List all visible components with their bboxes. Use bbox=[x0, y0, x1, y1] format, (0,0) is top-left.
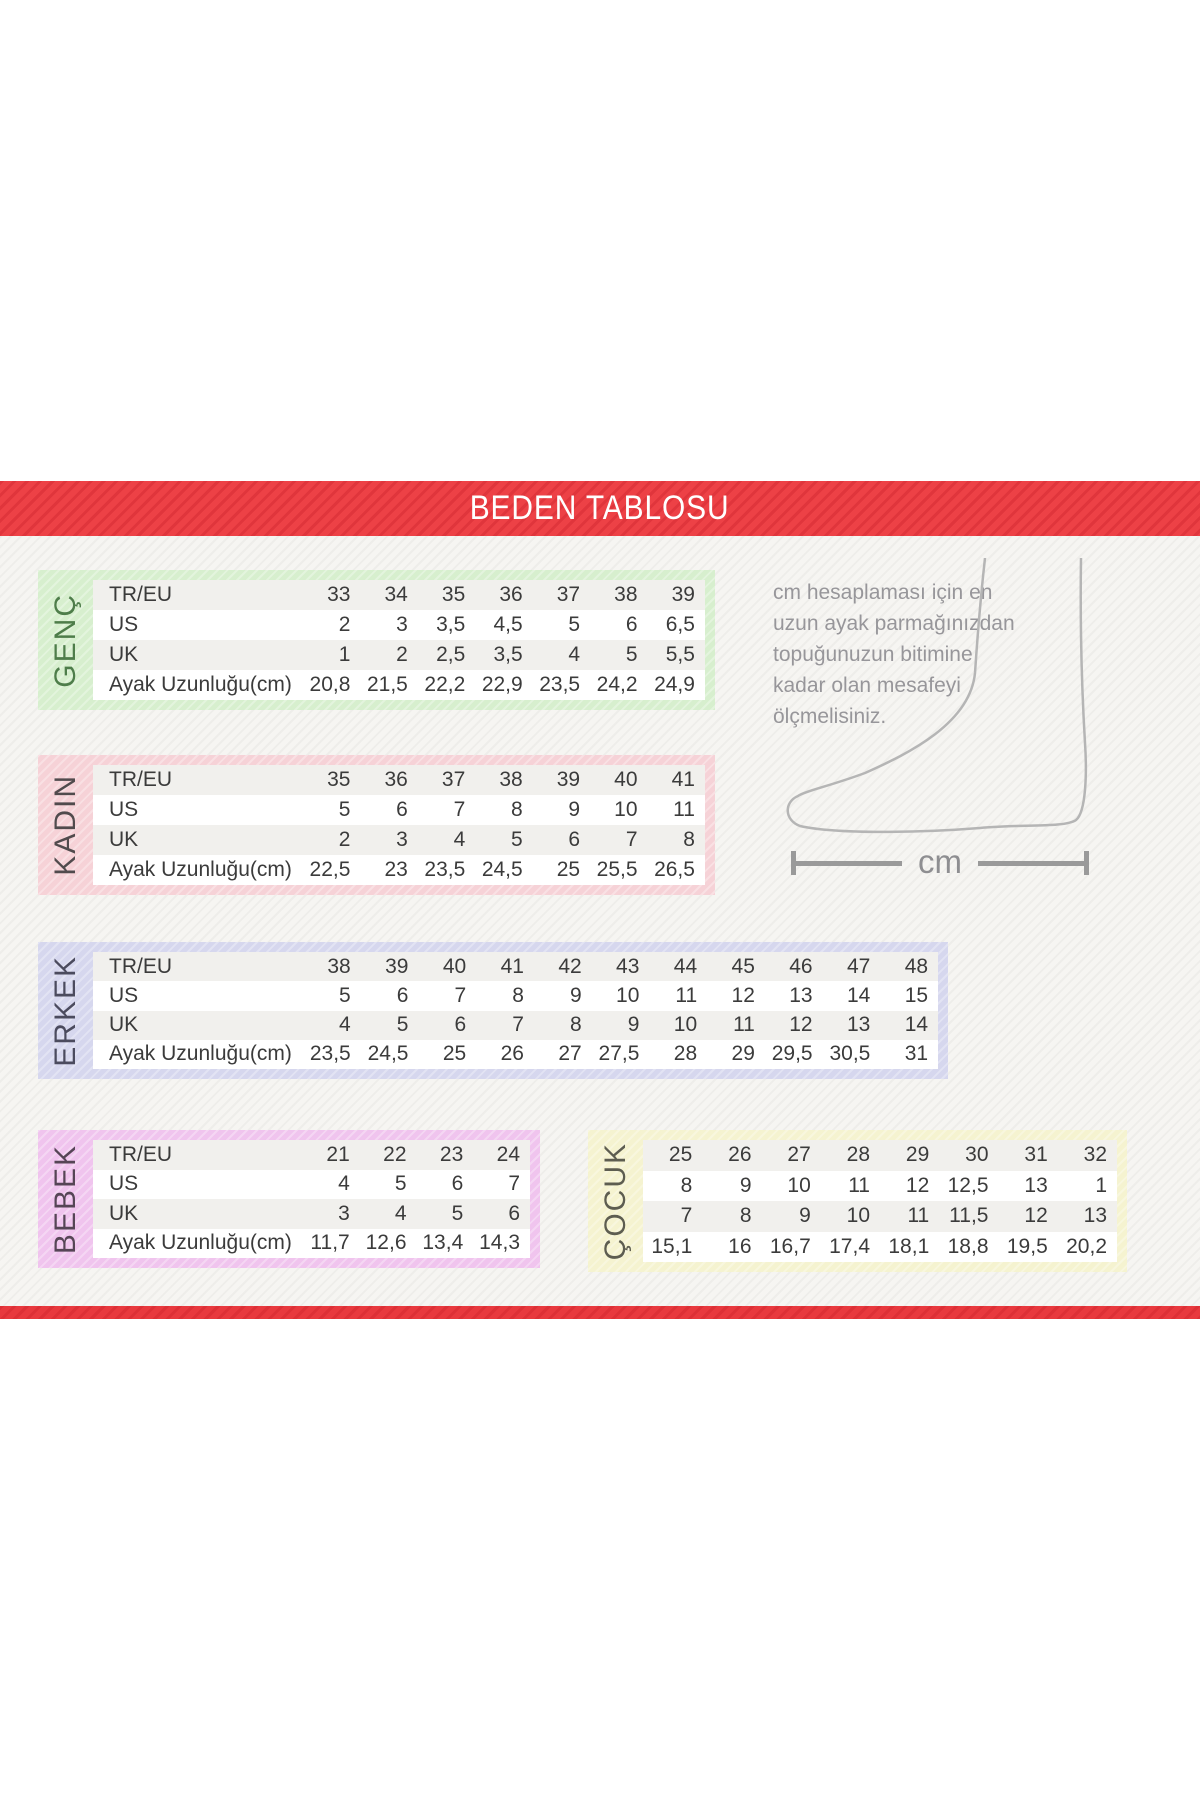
size-value: 9 bbox=[739, 1173, 752, 1197]
size-value: 12 bbox=[789, 1013, 813, 1037]
size-value: 23,5 bbox=[424, 858, 466, 881]
size-value: 23 bbox=[439, 1142, 464, 1166]
size-value: 6 bbox=[396, 983, 409, 1007]
size-value: 25 bbox=[556, 858, 581, 881]
size-value: 22,2 bbox=[424, 673, 466, 696]
size-value: 29 bbox=[731, 1042, 755, 1066]
size-value: 23 bbox=[384, 858, 408, 881]
size-value: 22 bbox=[383, 1142, 407, 1166]
row-label: Ayak Uzunluğu(cm) bbox=[109, 1231, 292, 1255]
size-value: 4 bbox=[453, 828, 466, 851]
size-value: 25,5 bbox=[596, 858, 638, 881]
size-value: 12 bbox=[1024, 1204, 1048, 1228]
size-value: 5 bbox=[339, 983, 351, 1007]
size-value: 20,8 bbox=[309, 673, 351, 696]
category-label-kadin bbox=[38, 765, 93, 885]
size-value: 4 bbox=[568, 643, 581, 666]
size-value: 16 bbox=[728, 1234, 752, 1258]
instruction-line: topuğunuzun bitimine bbox=[773, 643, 973, 666]
size-value: 36 bbox=[499, 583, 523, 606]
size-value: 30,5 bbox=[829, 1042, 871, 1066]
size-value: 8 bbox=[512, 983, 524, 1007]
size-value: 10 bbox=[846, 1204, 870, 1228]
row-label: US bbox=[109, 613, 139, 636]
size-value: 8 bbox=[569, 1013, 582, 1037]
table-row bbox=[93, 825, 705, 855]
size-value: 24,5 bbox=[367, 1042, 409, 1066]
size-value: 25 bbox=[668, 1143, 693, 1167]
size-value: 10 bbox=[614, 798, 638, 821]
size-value: 26 bbox=[500, 1042, 524, 1066]
size-value: 13 bbox=[1024, 1173, 1048, 1197]
category-label-cocuk bbox=[588, 1140, 643, 1262]
size-value: 11 bbox=[733, 1013, 755, 1037]
size-table-cocuk bbox=[588, 1130, 1127, 1272]
table-row bbox=[93, 855, 705, 885]
size-value: 3 bbox=[396, 613, 408, 636]
size-value: 5 bbox=[338, 798, 351, 821]
size-table-genc bbox=[38, 570, 715, 710]
size-value: 19,5 bbox=[1006, 1234, 1048, 1258]
size-value: 43 bbox=[616, 954, 640, 978]
row-label: US bbox=[109, 983, 139, 1007]
size-value: 38 bbox=[499, 768, 523, 791]
size-value: 48 bbox=[904, 954, 929, 978]
size-value: 6 bbox=[625, 613, 638, 636]
size-grid-bebek bbox=[93, 1140, 530, 1258]
table-row bbox=[93, 1199, 530, 1229]
table-row bbox=[93, 765, 705, 795]
size-value: 28 bbox=[846, 1143, 870, 1167]
size-value: 18,8 bbox=[947, 1234, 989, 1258]
size-value: 16,7 bbox=[769, 1234, 811, 1258]
size-value: 7 bbox=[625, 828, 638, 851]
measure-segment bbox=[978, 861, 1084, 866]
title-banner bbox=[0, 481, 1200, 536]
instruction-line: uzun ayak parmağınızdan bbox=[773, 612, 1015, 635]
size-table-bebek bbox=[38, 1130, 540, 1268]
size-value: 31 bbox=[904, 1042, 929, 1066]
size-value: 27,5 bbox=[598, 1042, 640, 1066]
size-value: 14 bbox=[846, 983, 871, 1007]
size-grid-erkek bbox=[93, 952, 938, 1069]
size-value: 22,9 bbox=[481, 673, 523, 696]
size-value: 2 bbox=[338, 828, 351, 851]
size-value: 17,4 bbox=[829, 1234, 870, 1258]
size-value: 2,5 bbox=[436, 643, 466, 666]
size-value: 11,7 bbox=[310, 1231, 350, 1255]
size-value: 28 bbox=[673, 1042, 698, 1066]
size-value: 4,5 bbox=[493, 613, 523, 636]
size-value: 13 bbox=[1083, 1204, 1107, 1228]
size-value: 8 bbox=[680, 1173, 693, 1197]
size-value: 12,6 bbox=[365, 1231, 407, 1255]
row-label: UK bbox=[109, 828, 139, 851]
size-value: 39 bbox=[385, 954, 409, 978]
table-row bbox=[93, 1140, 530, 1170]
table-row bbox=[93, 795, 705, 825]
size-value: 7 bbox=[680, 1204, 693, 1228]
instruction-line: ölçmelisiniz. bbox=[773, 705, 887, 728]
size-value: 6 bbox=[508, 1201, 520, 1225]
size-value: 41 bbox=[671, 768, 695, 791]
size-value: 18,1 bbox=[888, 1234, 930, 1258]
size-value: 20,2 bbox=[1066, 1234, 1107, 1258]
size-value: 3,5 bbox=[436, 613, 466, 636]
size-value: 37 bbox=[556, 583, 581, 606]
size-value: 11 bbox=[673, 798, 695, 821]
size-value: 4 bbox=[339, 1013, 351, 1037]
measure-segment bbox=[796, 861, 902, 866]
row-label: Ayak Uzunluğu(cm) bbox=[109, 1042, 292, 1066]
size-value: 12 bbox=[905, 1173, 930, 1197]
size-value: 41 bbox=[500, 954, 524, 978]
size-value: 10 bbox=[616, 983, 640, 1007]
size-value: 6 bbox=[454, 1013, 467, 1037]
size-value: 13 bbox=[789, 983, 813, 1007]
size-value: 32 bbox=[1083, 1143, 1107, 1167]
table-row bbox=[93, 1040, 938, 1069]
size-value: 29,5 bbox=[771, 1042, 813, 1066]
size-value: 40 bbox=[442, 954, 467, 978]
size-value: 11 bbox=[848, 1173, 870, 1197]
category-label-text: ERKEK bbox=[48, 954, 82, 1067]
size-value: 7 bbox=[508, 1172, 520, 1196]
size-value: 3,5 bbox=[493, 643, 523, 666]
table-row bbox=[93, 1011, 938, 1040]
size-value: 38 bbox=[327, 954, 351, 978]
size-value: 4 bbox=[394, 1201, 407, 1225]
page-title: BEDEN TABLOSU bbox=[470, 489, 730, 527]
size-value: 39 bbox=[671, 583, 695, 606]
bottom-red-divider bbox=[0, 1306, 1200, 1319]
size-value: 37 bbox=[441, 768, 466, 791]
size-value: 22,5 bbox=[309, 858, 351, 881]
size-value: 26 bbox=[728, 1143, 752, 1167]
table-row bbox=[93, 952, 938, 981]
category-label-text: BEBEK bbox=[48, 1143, 82, 1255]
size-value: 26,5 bbox=[654, 858, 695, 881]
size-value: 8 bbox=[511, 798, 523, 821]
size-value: 11 bbox=[675, 983, 698, 1007]
size-grid-cocuk bbox=[643, 1140, 1117, 1262]
table-row bbox=[93, 640, 705, 670]
size-value: 12,5 bbox=[947, 1173, 989, 1197]
row-label: UK bbox=[109, 1013, 139, 1037]
size-value: 5,5 bbox=[665, 643, 695, 666]
table-row bbox=[643, 1232, 1117, 1263]
instruction-line: cm hesaplaması için en bbox=[773, 581, 993, 604]
size-value: 15,1 bbox=[651, 1234, 693, 1258]
size-value: 5 bbox=[451, 1201, 464, 1225]
size-value: 6 bbox=[451, 1172, 464, 1196]
size-value: 21,5 bbox=[366, 673, 408, 696]
row-label: TR/EU bbox=[109, 583, 172, 606]
size-value: 27 bbox=[787, 1143, 811, 1167]
size-value: 39 bbox=[556, 768, 581, 791]
size-value: 23,5 bbox=[309, 1042, 351, 1066]
size-value: 36 bbox=[384, 768, 408, 791]
size-value: 47 bbox=[846, 954, 871, 978]
row-label: UK bbox=[109, 643, 139, 666]
size-value: 1 bbox=[338, 643, 351, 666]
size-value: 31 bbox=[1024, 1143, 1048, 1167]
size-value: 5 bbox=[396, 1013, 409, 1037]
size-value: 9 bbox=[799, 1204, 811, 1228]
size-value: 9 bbox=[568, 798, 581, 821]
size-value: 5 bbox=[568, 613, 581, 636]
table-row bbox=[643, 1140, 1117, 1171]
size-value: 46 bbox=[789, 954, 813, 978]
category-label-text: KADIN bbox=[48, 774, 82, 876]
category-label-bebek bbox=[38, 1140, 93, 1258]
row-label: TR/EU bbox=[109, 768, 172, 791]
category-label-text: GENÇ bbox=[48, 592, 82, 688]
size-value: 7 bbox=[453, 798, 466, 821]
size-value: 2 bbox=[396, 643, 408, 666]
category-label-erkek bbox=[38, 952, 93, 1069]
row-label: US bbox=[109, 1172, 139, 1196]
table-row bbox=[643, 1201, 1117, 1232]
row-label: US bbox=[109, 798, 139, 821]
size-value: 35 bbox=[441, 583, 466, 606]
row-label: TR/EU bbox=[109, 954, 172, 978]
table-row bbox=[93, 670, 705, 700]
size-grid-genc bbox=[93, 580, 705, 700]
size-value: 7 bbox=[454, 983, 467, 1007]
size-value: 24,9 bbox=[654, 673, 695, 696]
table-row bbox=[93, 610, 705, 640]
size-value: 29 bbox=[905, 1143, 930, 1167]
size-value: 30 bbox=[965, 1143, 989, 1167]
size-value: 3 bbox=[396, 828, 408, 851]
size-value: 24,2 bbox=[596, 673, 638, 696]
size-value: 21 bbox=[326, 1142, 350, 1166]
size-value: 3 bbox=[338, 1201, 350, 1225]
size-value: 9 bbox=[627, 1013, 640, 1037]
instruction-line: kadar olan mesafeyi bbox=[773, 674, 961, 697]
size-value: 44 bbox=[673, 954, 698, 978]
size-value: 24,5 bbox=[481, 858, 523, 881]
size-value: 35 bbox=[327, 768, 351, 791]
size-value: 25 bbox=[442, 1042, 467, 1066]
size-value: 1 bbox=[1095, 1173, 1107, 1197]
size-value: 33 bbox=[327, 583, 351, 606]
size-value: 2 bbox=[338, 613, 351, 636]
size-value: 38 bbox=[614, 583, 638, 606]
category-label-text: ÇOCUK bbox=[598, 1141, 632, 1261]
size-value: 14 bbox=[904, 1013, 929, 1037]
row-label: Ayak Uzunluğu(cm) bbox=[109, 673, 292, 696]
table-row bbox=[643, 1171, 1117, 1202]
size-value: 24 bbox=[496, 1142, 520, 1166]
table-row bbox=[93, 580, 705, 610]
size-value: 6 bbox=[396, 798, 408, 821]
size-value: 13,4 bbox=[422, 1231, 464, 1255]
size-value: 9 bbox=[569, 983, 582, 1007]
size-value: 11,5 bbox=[949, 1204, 989, 1228]
row-label: UK bbox=[109, 1201, 139, 1225]
size-value: 13 bbox=[846, 1013, 871, 1037]
size-value: 8 bbox=[683, 828, 695, 851]
size-value: 4 bbox=[338, 1172, 350, 1196]
cm-unit-label: cm bbox=[918, 842, 962, 880]
size-value: 5 bbox=[511, 828, 523, 851]
size-value: 5 bbox=[625, 643, 638, 666]
measure-right-cap bbox=[1084, 851, 1089, 875]
category-label-genc bbox=[38, 580, 93, 700]
size-value: 6 bbox=[568, 828, 581, 851]
size-value: 11 bbox=[907, 1204, 930, 1228]
row-label: Ayak Uzunluğu(cm) bbox=[109, 858, 292, 881]
size-value: 42 bbox=[558, 954, 582, 978]
size-value: 14,3 bbox=[479, 1231, 520, 1255]
size-value: 10 bbox=[673, 1013, 698, 1037]
size-value: 23,5 bbox=[539, 673, 581, 696]
size-table-kadin bbox=[38, 755, 715, 895]
size-value: 5 bbox=[394, 1172, 407, 1196]
table-row bbox=[93, 981, 938, 1010]
cm-measure-line bbox=[791, 842, 1089, 880]
size-value: 27 bbox=[558, 1042, 582, 1066]
size-value: 12 bbox=[731, 983, 755, 1007]
foot-outline-icon bbox=[780, 558, 1095, 848]
size-value: 34 bbox=[384, 583, 408, 606]
size-value: 7 bbox=[512, 1013, 524, 1037]
table-row bbox=[93, 1170, 530, 1200]
size-value: 40 bbox=[614, 768, 638, 791]
size-table-erkek bbox=[38, 942, 948, 1079]
size-value: 6,5 bbox=[665, 613, 695, 636]
size-grid-kadin bbox=[93, 765, 705, 885]
row-label: TR/EU bbox=[109, 1142, 172, 1166]
size-value: 8 bbox=[739, 1204, 752, 1228]
size-value: 15 bbox=[904, 983, 929, 1007]
size-value: 45 bbox=[731, 954, 755, 978]
size-value: 10 bbox=[787, 1173, 811, 1197]
table-row bbox=[93, 1229, 530, 1259]
